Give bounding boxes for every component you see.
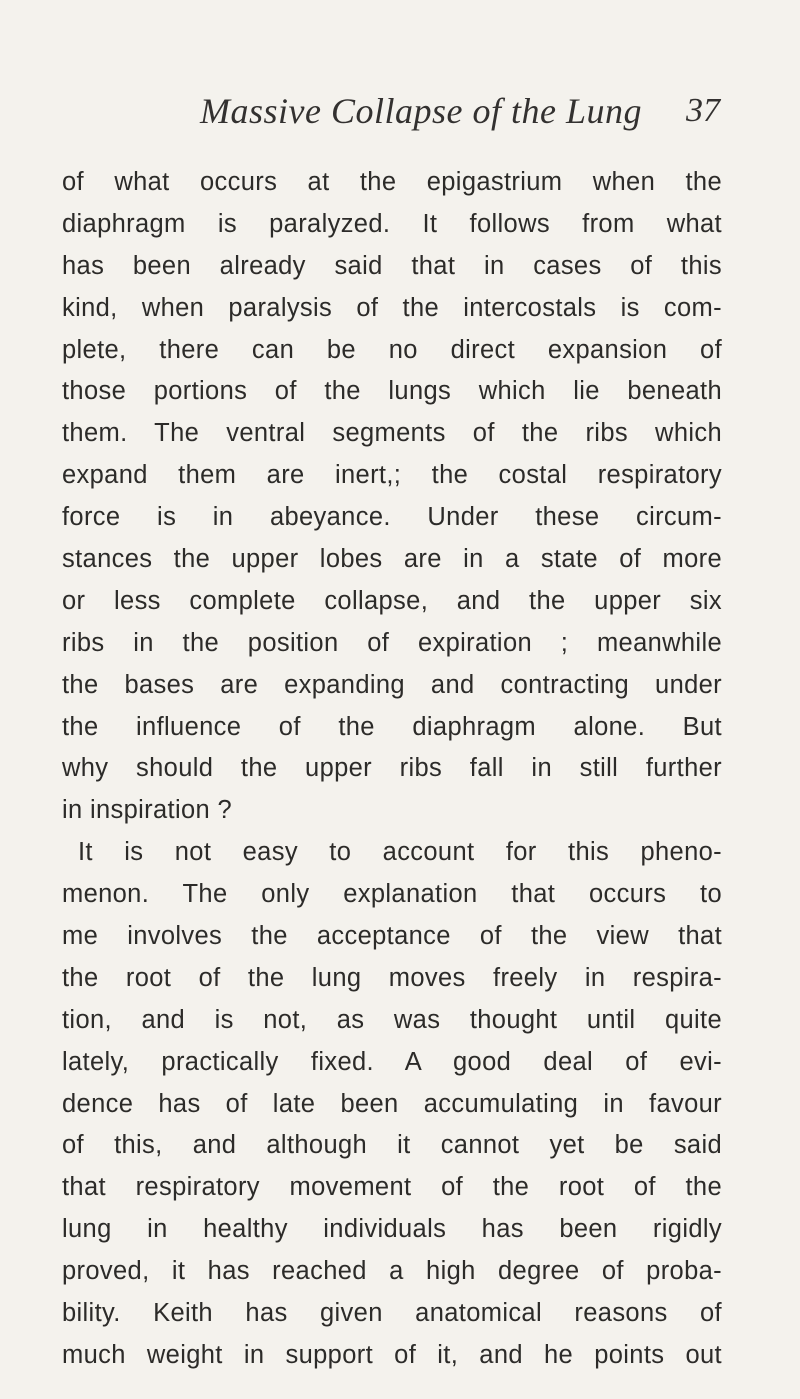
text-line: them. The ventral segments of the ribs which <box>62 419 722 448</box>
text-line: those portions of the lungs which lie beneath <box>62 377 722 406</box>
text-line: me involves the acceptance of the view that <box>62 922 722 951</box>
text-line: has been already said that in cases of this <box>62 251 722 280</box>
text-line: force is in abeyance. Under these circum- <box>62 503 722 532</box>
text-line-paragraph-start: It is not easy to account for this pheno- <box>78 838 722 867</box>
text-line: ribs in the position of expiration ; meanwhile <box>62 628 722 657</box>
text-line: tion, and is not, as was thought until quite <box>62 1005 722 1034</box>
running-head <box>200 90 720 150</box>
page-number: 37 <box>686 92 720 129</box>
text-line: bility. Keith has given anatomical reasons of <box>62 1299 722 1328</box>
text-line: of this, and although it cannot yet be said <box>62 1131 722 1160</box>
text-line: expand them are inert,; the costal respiratory <box>62 461 722 490</box>
text-line: the influence of the diaphragm alone. But <box>62 712 722 741</box>
text-line: why should the upper ribs fall in still further <box>62 754 722 783</box>
text-line: that respiratory movement of the root of the <box>62 1173 722 1202</box>
text-line-paragraph-end: in inspiration ? <box>62 796 233 825</box>
text-line: dence has of late been accumulating in favour <box>62 1089 722 1118</box>
text-line: much weight in support of it, and he points out <box>62 1340 722 1369</box>
text-line: the root of the lung moves freely in respira- <box>62 963 722 992</box>
text-line: the bases are expanding and contracting under <box>62 670 722 699</box>
text-line: diaphragm is paralyzed. It follows from what <box>62 209 722 238</box>
text-line: proved, it has reached a high degree of proba- <box>62 1257 722 1286</box>
running-title: Massive Collapse of the Lung <box>200 91 642 131</box>
text-line: menon. The only explanation that occurs to <box>62 880 722 909</box>
text-line: stances the upper lobes are in a state of more <box>62 545 722 574</box>
text-line: or less complete collapse, and the upper six <box>62 586 722 615</box>
text-line: lately, practically fixed. A good deal of evi- <box>62 1047 722 1076</box>
text-line: lung in healthy individuals has been rigidly <box>62 1215 722 1244</box>
text-line: plete, there can be no direct expansion of <box>62 335 722 364</box>
text-line: of what occurs at the epigastrium when the <box>62 168 722 196</box>
body-text <box>62 162 722 1377</box>
text-line: kind, when paralysis of the intercostals is com- <box>62 293 722 322</box>
